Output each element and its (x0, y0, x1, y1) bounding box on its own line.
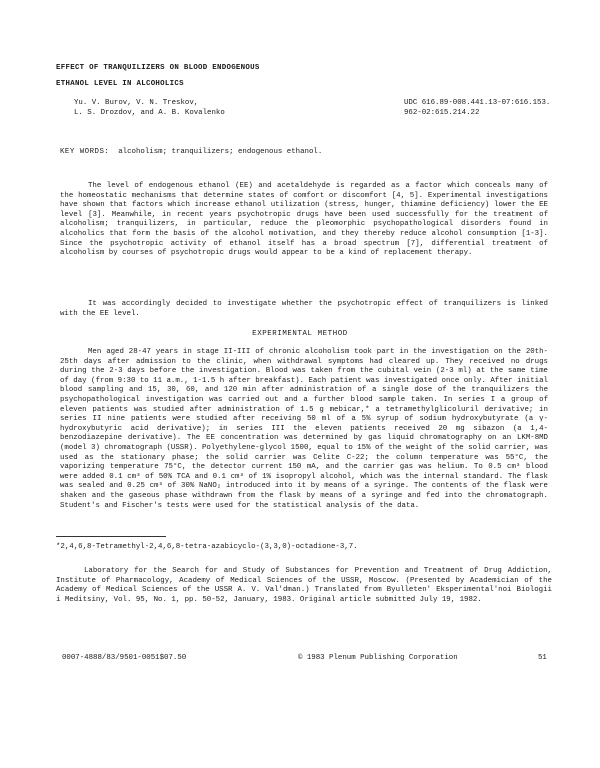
section-heading-methods: EXPERIMENTAL METHOD (252, 330, 348, 338)
keywords-label: KEY WORDS: (60, 148, 110, 156)
article-code: 0007-4888/83/9501-0051$07.50 (62, 654, 187, 662)
paragraph-aim: It was accordingly decided to investigate whether the psychotropic effect of tranquilizers is linked with the EE level. (60, 300, 548, 318)
article-title (56, 64, 260, 96)
authors-line-1: Yu. V. Burov, V. N. Treskov, (74, 99, 199, 107)
udc-line-1: UDC 616.89-008.441.13-07:616.153. (404, 99, 551, 107)
udc-line-2: 962-02:615.214.22 (404, 108, 480, 117)
title-line-2: ETHANOL LEVEL IN ALCOHOLICS (56, 80, 184, 88)
footnote-affiliation: Laboratory for the Search for and Study of Substances for Prevention and Treatment of Drug Addiction, Institute of Pharmacology, Academy of Medical Sciences of the USSR, Moscow. (Presented by Academician of the Academy of Medical Sciences of the USSR A. V. Val'dman.) Translated from Byulleten' Eksperimental'noi Biologii i Meditsiny, Vol. 95, No. 1, pp. 50-52, January, 1983. Original article submitted July 19, 1982. (56, 567, 552, 604)
keywords-text: alcoholism; tranquilizers; endogenous ethanol. (118, 148, 323, 156)
udc-code (404, 99, 550, 118)
title-line-1: EFFECT OF TRANQUILIZERS ON BLOOD ENDOGENOUS (56, 64, 260, 72)
paragraph-intro: The level of endogenous ethanol (EE) and acetaldehyde is regarded as a factor which conceals many of the homeostatic mechanisms that determine states of comfort or discomfort [4, 5]. Experimental investigations have shown that factors which increase ethanol utilization (stress, hunger, thiamine deficiency) lower the EE level [3]. Meanwhile, in recent years psychotropic drugs have been used successfully for the treatment of alcoholism; tranquilizers, in particular, reduce the pleomorphic psychopathological disorders found in alcoholics that form the basis of the alcohol motivation, and they thereby reduce alcohol consumption [1-3]. Since the psychotropic activity of ethanol itself has a broad spectrum [7], differential treatment of alcoholism by courses of psychotropic drugs would appear to be a kind of replacement therapy. (60, 182, 548, 258)
authors-line-2: L. S. Drozdov, and A. B. Kovalenko (74, 108, 225, 117)
author-list (74, 99, 225, 118)
copyright-notice: © 1983 Plenum Publishing Corporation (298, 654, 458, 662)
keywords (60, 148, 322, 158)
page-number: 51 (538, 654, 547, 662)
footnote-star: *2,4,6,8-Tetramethyl-2,4,6,8-tetra-azabicyclo-(3,3,0)-octadione-3,7. (56, 543, 358, 551)
paragraph-methods: Men aged 28-47 years in stage II-III of chronic alcoholism took part in the investigation on the 20th-25th days after admission to the clinic, when withdrawal symptoms had cleared up. They received no drugs during the 2-3 days before the investigation. Blood was taken from the cubital vein (2-3 ml) at the same time of day (from 9:30 to 11 a.m., 1-1.5 h after breakfast). Each patient was investigated once only. After initial blood sampling and 15, 30, 60, and 120 min after administration of a single dose of the tranquilizers the psychopathological investigation was carried out and a further blood sample taken. In series I a group of eleven patients was studied after administration of 1.5 g mebicar,* a tetramethylglicoluril derivative; in series II nine patients were studied after receiving 50 ml of a 5% syrup of sodium hydroxybutyrate (a γ-hydroxybutyric acid derivative); in series III the eleven patients received 20 mg sibazon (a 1,4-benzodiazepine derivative). The EE concentration was determined by gas liquid chromatography on an LKM-8MD (model 3) chromatograph (USSR). Polyethylene-glycol 1500, equal to 15% of the weight of the solid carrier, was used as the stationary phase; the solid carrier was Celite C-22; the column temperature was 55°C, the vaporizing temperature 75°C, the detector current 150 mA, and the carrier gas was helium. To 0.5 cm³ blood were added 0.1 cm³ of 50% TCA and 0.1 cm³ of 1% isopropyl alcohol, which was the internal standard. The flask was sealed and 0.25 cm³ of 30% NaNO₂ introduced into it by means of a syringe. The contents of the flask were shaken and the gaseous phase withdrawn from the flask by means of a syringe and fed into the chromatograph. Student's and Fischer's tests were used for the statistical analysis of the data. (60, 348, 548, 510)
footnote-divider (56, 536, 166, 537)
